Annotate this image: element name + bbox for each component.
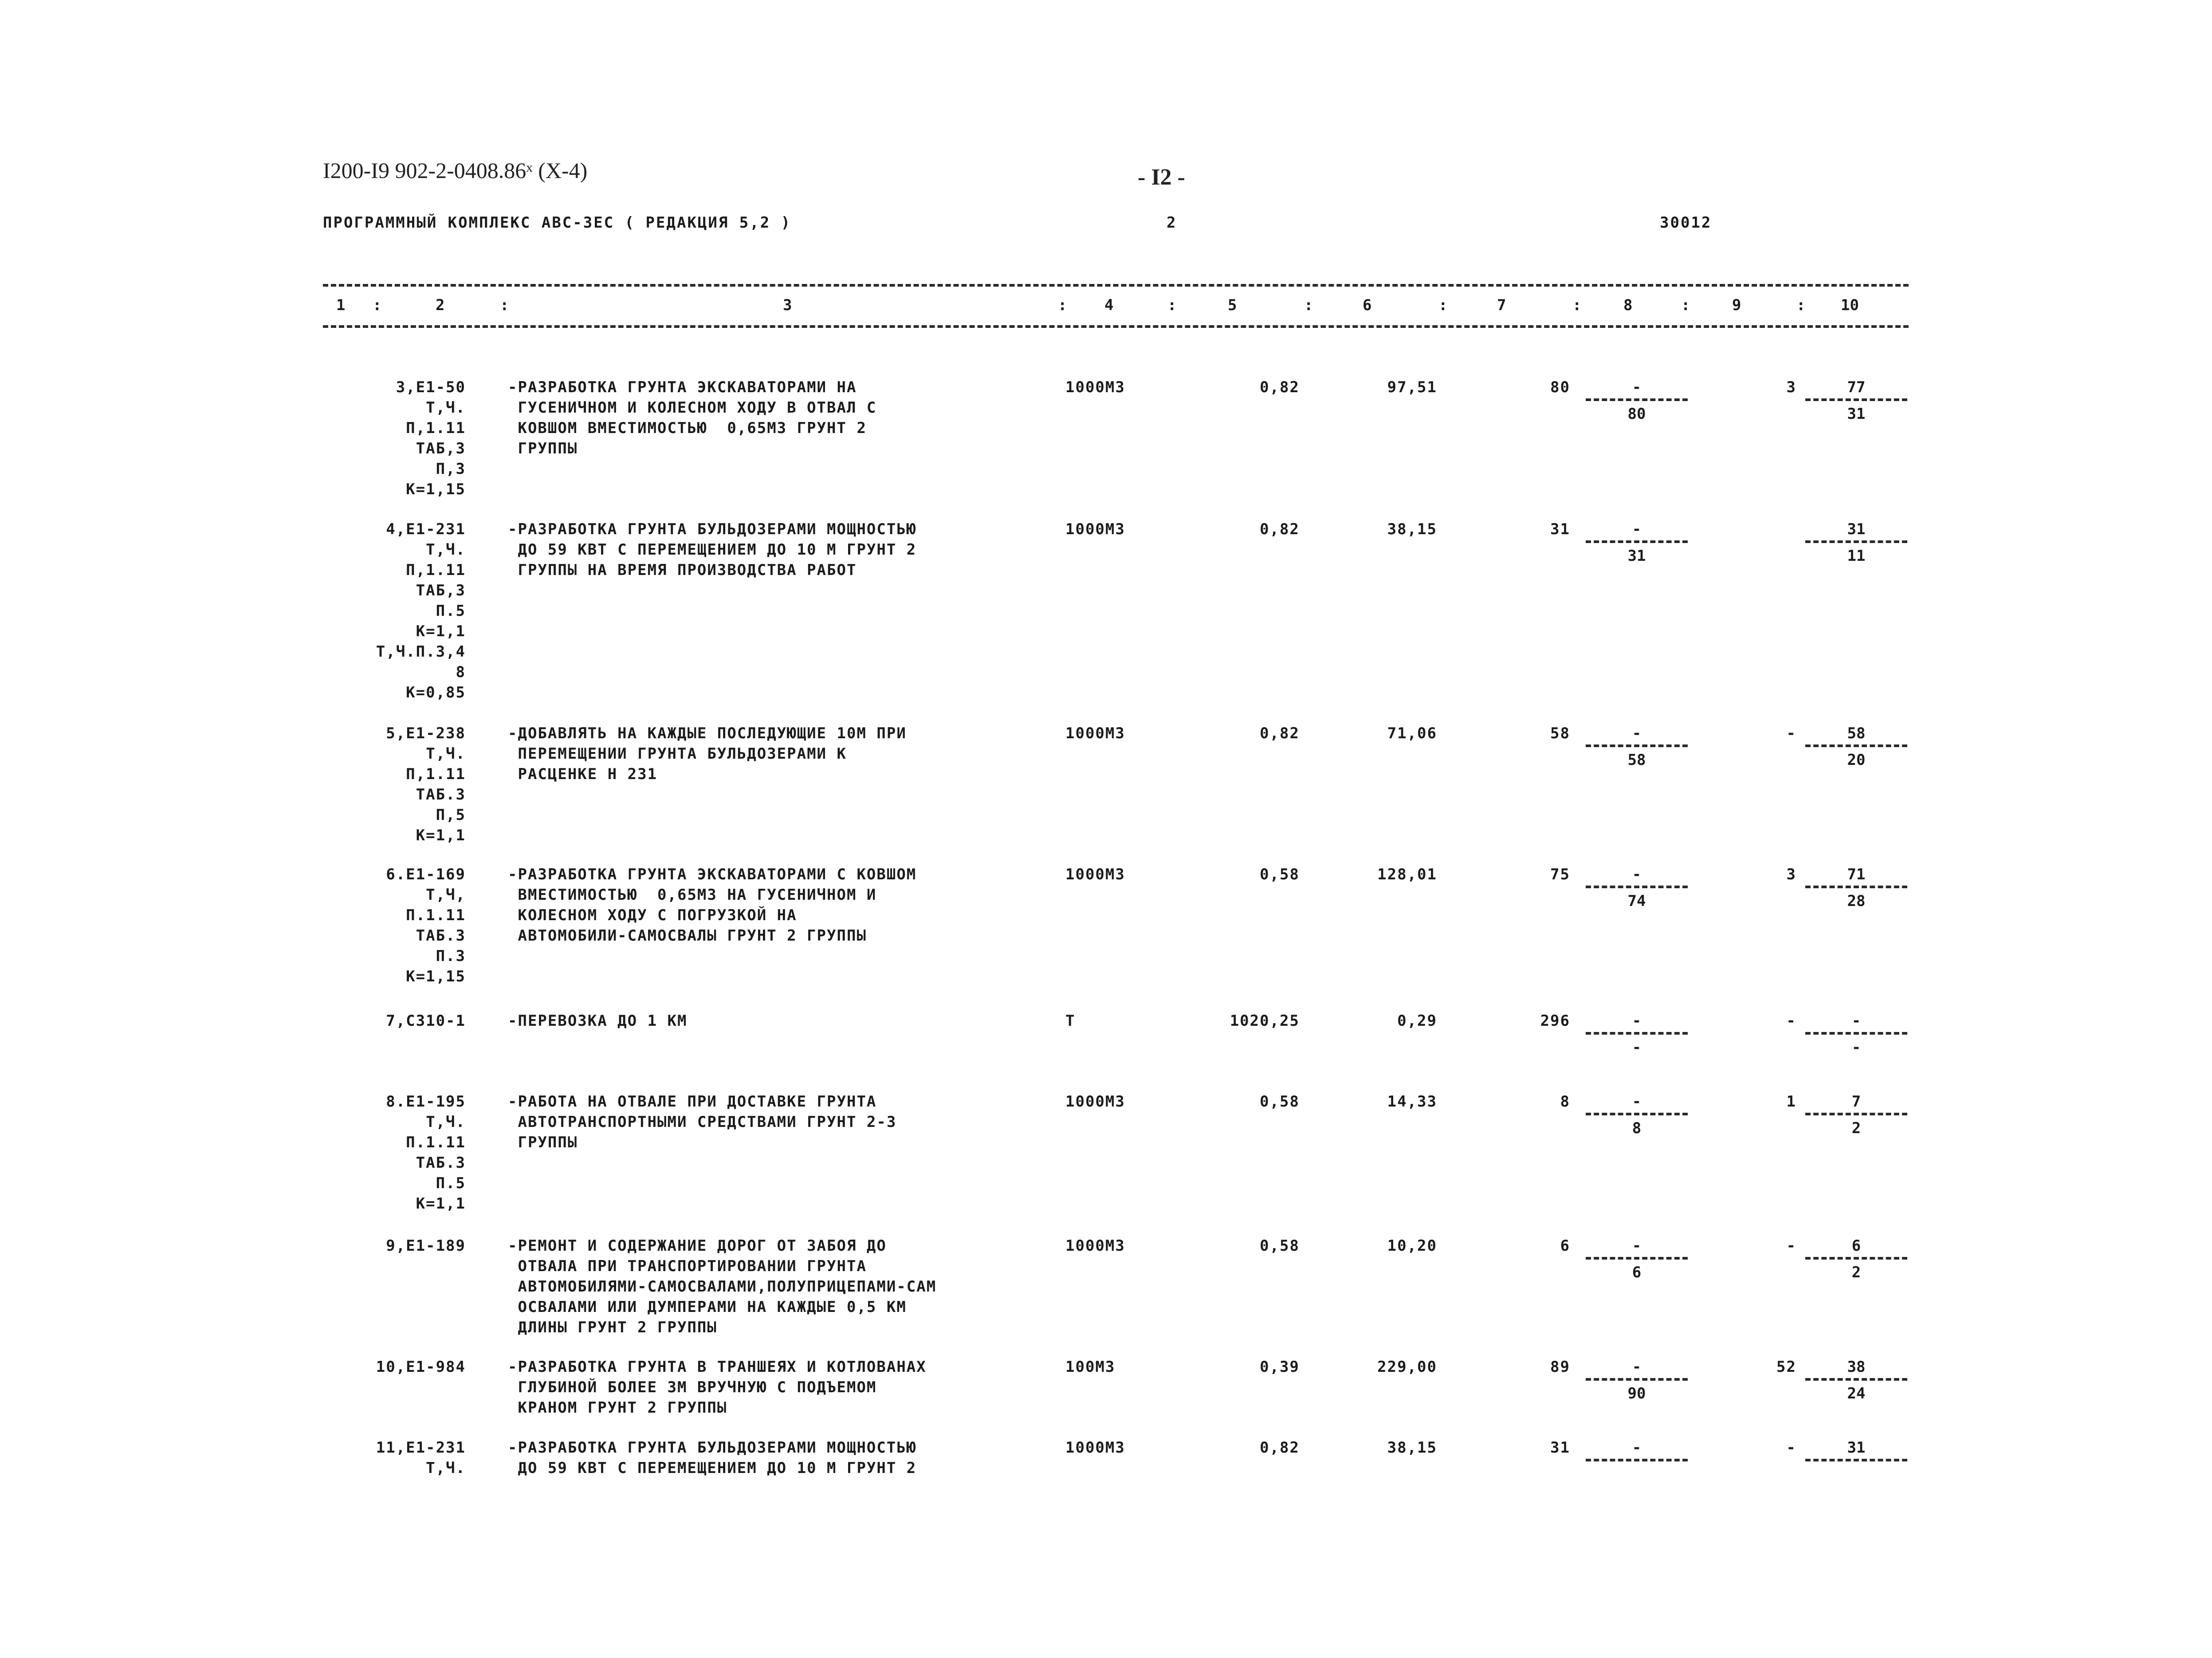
- column-10-fraction: [1805, 1236, 1907, 1283]
- column-8-fraction: [1586, 1357, 1688, 1404]
- column-separator: :: [373, 296, 382, 314]
- fraction-top: -: [1851, 1012, 1861, 1030]
- fraction-bottom: 2: [1851, 1264, 1861, 1281]
- fraction-bar: [1586, 540, 1688, 543]
- fraction-top: 58: [1847, 725, 1866, 742]
- total-cost: 31: [1550, 520, 1570, 538]
- total-cost: 80: [1550, 378, 1570, 396]
- item-description: -РАЗРАБОТКА ГРУНТА ЭКСКАВАТОРАМИ С КОВШОМ ВМЕСТИМОСТЬЮ 0,65М3 НА ГУСЕНИЧНОМ И КОЛЕСНОМ ХОДУ С ПОГРУЗКОЙ НА АВТОМОБИЛИ-САМОСВАЛЫ ГРУНТ 2 ГРУППЫ: [508, 866, 917, 945]
- fraction-top: -: [1632, 1439, 1642, 1457]
- fraction-top: -: [1632, 1358, 1642, 1376]
- item-code: 4,Е1-231 Т,Ч. П,1.11 ТАБ,3 П.5 К=1,1 Т,Ч.П.3,4 8 К=0,85: [376, 520, 466, 701]
- fraction-bottom: 31: [1847, 405, 1866, 423]
- fraction-bar: [1586, 886, 1688, 888]
- fraction-bottom: -: [1632, 1039, 1642, 1056]
- unit-price: 229,00: [1377, 1358, 1437, 1376]
- unit-price: 38,15: [1387, 520, 1437, 538]
- fraction-bar: [1586, 1459, 1688, 1461]
- fraction-bar: [1586, 744, 1688, 747]
- column-8-fraction: [1586, 723, 1688, 770]
- document-code: 30012: [1660, 214, 1712, 232]
- column-header-1: 1: [336, 296, 346, 314]
- fraction-bottom: 24: [1847, 1385, 1866, 1402]
- fraction-top: -: [1632, 378, 1642, 396]
- column-9-value: -: [1786, 1237, 1796, 1255]
- fraction-bar: [1586, 1113, 1688, 1115]
- total-cost: 75: [1550, 866, 1570, 883]
- item-code: 10,Е1-984: [376, 1358, 466, 1376]
- item-code: 5,Е1-238 Т,Ч. П,1.11 ТАБ.3 П,5 К=1,1: [386, 725, 466, 844]
- column-header-4: 4: [1104, 296, 1114, 314]
- item-code: 9,Е1-189: [386, 1237, 466, 1255]
- fraction-top: 31: [1847, 520, 1866, 538]
- unit-price: 97,51: [1387, 378, 1437, 396]
- quantity: 0,39: [1260, 1358, 1300, 1376]
- document-reference: I200-I9 902-2-0408.86ˣ (X-4): [323, 158, 588, 183]
- fraction-top: 6: [1851, 1237, 1861, 1255]
- fraction-top: -: [1632, 725, 1642, 742]
- fraction-bar: [1805, 540, 1907, 543]
- column-8-fraction: [1586, 1011, 1688, 1058]
- fraction-bar: [1586, 1032, 1688, 1035]
- fraction-bottom: 8: [1632, 1119, 1642, 1137]
- unit-of-measure: 1000М3: [1065, 1093, 1125, 1111]
- column-header-3: 3: [783, 296, 792, 314]
- page-number: - I2 -: [1138, 165, 1185, 190]
- column-9-value: -: [1786, 1439, 1796, 1457]
- column-10-fraction: [1805, 1011, 1907, 1058]
- item-code: 11,Е1-231 Т,Ч.: [376, 1439, 466, 1477]
- fraction-top: 77: [1847, 378, 1866, 396]
- quantity: 0,82: [1260, 1439, 1300, 1457]
- column-8-fraction: [1586, 864, 1688, 911]
- column-separator: :: [1167, 296, 1177, 314]
- quantity: 0,58: [1260, 1093, 1300, 1111]
- quantity: 0,58: [1260, 1237, 1300, 1255]
- fraction-top: 7: [1851, 1093, 1861, 1111]
- column-separator: :: [1796, 296, 1806, 314]
- item-description: -РЕМОНТ И СОДЕРЖАНИЕ ДОРОГ ОТ ЗАБОЯ ДО ОТВАЛА ПРИ ТРАНСПОРТИРОВАНИИ ГРУНТА АВТОМОБИЛЯМИ-САМОСВАЛАМИ,ПОЛУПРИЦЕПАМИ-САМ ОСВАЛАМИ ИЛИ ДУМПЕРАМИ НА КАЖДЫЕ 0,5 КМ ДЛИНЫ ГРУНТ 2 ГРУППЫ: [508, 1237, 937, 1336]
- column-9-value: -: [1786, 725, 1796, 742]
- unit-price: 0,29: [1397, 1012, 1437, 1030]
- fraction-bottom: 28: [1847, 892, 1866, 910]
- fraction-bottom: 80: [1627, 405, 1646, 423]
- total-cost: 31: [1550, 1439, 1570, 1457]
- column-separator: :: [1304, 296, 1313, 314]
- column-separator: :: [1058, 296, 1067, 314]
- column-header-10: 10: [1841, 296, 1859, 314]
- unit-price: 71,06: [1387, 725, 1437, 742]
- quantity: 1020,25: [1230, 1012, 1300, 1030]
- item-description: -РАБОТА НА ОТВАЛЕ ПРИ ДОСТАВКЕ ГРУНТА АВТОТРАНСПОРТНЫМИ СРЕДСТВАМИ ГРУНТ 2-3 ГРУППЫ: [508, 1093, 897, 1151]
- fraction-top: -: [1632, 1237, 1642, 1255]
- fraction-top: 38: [1847, 1358, 1866, 1376]
- fraction-bottom: 31: [1627, 547, 1646, 565]
- fraction-bottom: 74: [1627, 892, 1646, 910]
- fraction-bar: [1805, 1378, 1907, 1381]
- column-9-value: 1: [1786, 1093, 1796, 1111]
- column-header-5: 5: [1228, 296, 1237, 314]
- fraction-bottom: -: [1851, 1039, 1861, 1056]
- item-code: 8.Е1-195 Т,Ч. П.1.11 ТАБ.3 П.5 К=1,1: [386, 1093, 466, 1213]
- column-8-fraction: [1586, 1437, 1688, 1464]
- column-9-value: 3: [1786, 866, 1796, 883]
- fraction-bar: [1805, 1257, 1907, 1260]
- unit-price: 14,33: [1387, 1093, 1437, 1111]
- column-header-8: 8: [1623, 296, 1633, 314]
- fraction-top: -: [1632, 866, 1642, 883]
- unit-price: 10,20: [1387, 1237, 1437, 1255]
- unit-of-measure: 1000М3: [1065, 1439, 1125, 1457]
- column-10-fraction: [1805, 1437, 1907, 1464]
- header-rule: [323, 325, 1909, 328]
- fraction-top: 31: [1847, 1439, 1866, 1457]
- fraction-bottom: 6: [1632, 1264, 1642, 1281]
- fraction-bottom: 58: [1627, 751, 1646, 769]
- quantity: 0,82: [1260, 725, 1300, 742]
- quantity: 0,58: [1260, 866, 1300, 883]
- fraction-bar: [1586, 1257, 1688, 1260]
- sheet-number: 2: [1167, 214, 1176, 232]
- column-header-6: 6: [1363, 296, 1372, 314]
- total-cost: 6: [1560, 1237, 1570, 1255]
- column-separator: :: [500, 296, 509, 314]
- fraction-bottom: 20: [1847, 751, 1866, 769]
- column-9-value: 52: [1776, 1358, 1796, 1376]
- column-separator: :: [1438, 296, 1448, 314]
- column-10-fraction: [1805, 377, 1907, 424]
- unit-of-measure: 1000М3: [1065, 1237, 1125, 1255]
- column-header-7: 7: [1497, 296, 1506, 314]
- column-8-fraction: [1586, 1236, 1688, 1283]
- total-cost: 8: [1560, 1093, 1570, 1111]
- item-description: -ПЕРЕВОЗКА ДО 1 КМ: [508, 1012, 688, 1030]
- fraction-top: -: [1632, 520, 1642, 538]
- column-10-fraction: [1805, 723, 1907, 770]
- column-header-9: 9: [1732, 296, 1741, 314]
- unit-of-measure: 1000М3: [1065, 378, 1125, 396]
- item-description: -ДОБАВЛЯТЬ НА КАЖДЫЕ ПОСЛЕДУЮЩИЕ 10М ПРИ ПЕРЕМЕЩЕНИИ ГРУНТА БУЛЬДОЗЕРАМИ К РАСЦЕНКЕ Н 231: [508, 725, 907, 783]
- column-10-fraction: [1805, 1091, 1907, 1138]
- quantity: 0,82: [1260, 378, 1300, 396]
- total-cost: 58: [1550, 725, 1570, 742]
- column-10-fraction: [1805, 864, 1907, 911]
- item-description: -РАЗРАБОТКА ГРУНТА ЭКСКАВАТОРАМИ НА ГУСЕНИЧНОМ И КОЛЕСНОМ ХОДУ В ОТВАЛ С КОВШОМ ВМЕСТИМОСТЬЮ 0,65М3 ГРУНТ 2 ГРУППЫ: [508, 378, 877, 457]
- item-description: -РАЗРАБОТКА ГРУНТА БУЛЬДОЗЕРАМИ МОЩНОСТЬЮ ДО 59 КВТ С ПЕРЕМЕЩЕНИЕМ ДО 10 М ГРУНТ 2 ГРУППЫ НА ВРЕМЯ ПРОИЗВОДСТВА РАБОТ: [508, 520, 917, 579]
- quantity: 0,82: [1260, 520, 1300, 538]
- column-8-fraction: [1586, 519, 1688, 566]
- fraction-bar: [1805, 886, 1907, 888]
- unit-of-measure: 1000М3: [1065, 866, 1125, 883]
- fraction-bar: [1586, 398, 1688, 401]
- fraction-bar: [1805, 1032, 1907, 1035]
- fraction-bar: [1805, 1113, 1907, 1115]
- unit-of-measure: 1000М3: [1065, 725, 1125, 742]
- fraction-bar: [1805, 1459, 1907, 1461]
- unit-price: 38,15: [1387, 1439, 1437, 1457]
- column-9-value: 3: [1786, 378, 1796, 396]
- fraction-bottom: 2: [1851, 1119, 1861, 1137]
- column-separator: :: [1572, 296, 1582, 314]
- fraction-bottom: 11: [1847, 547, 1866, 565]
- column-9-value: -: [1786, 1012, 1796, 1030]
- column-10-fraction: [1805, 1357, 1907, 1404]
- program-title: ПРОГРАММНЫЙ КОМПЛЕКС АВС-3ЕС ( РЕДАКЦИЯ 5,2 ): [323, 214, 792, 232]
- unit-of-measure: 1000М3: [1065, 520, 1125, 538]
- item-description: -РАЗРАБОТКА ГРУНТА БУЛЬДОЗЕРАМИ МОЩНОСТЬЮ ДО 59 КВТ С ПЕРЕМЕЩЕНИЕМ ДО 10 М ГРУНТ 2: [508, 1439, 917, 1477]
- item-code: 6.Е1-169 Т,Ч, П.1.11 ТАБ.3 П.3 К=1,15: [386, 866, 466, 985]
- fraction-top: -: [1632, 1093, 1642, 1111]
- fraction-bar: [1805, 744, 1907, 747]
- total-cost: 89: [1550, 1358, 1570, 1376]
- fraction-bar: [1586, 1378, 1688, 1381]
- item-code: 7,С310-1: [386, 1012, 466, 1030]
- item-description: -РАЗРАБОТКА ГРУНТА В ТРАНШЕЯХ И КОТЛОВАНАХ ГЛУБИНОЙ БОЛЕЕ 3М ВРУЧНУЮ С ПОДЪЕМОМ КРАНОМ ГРУНТ 2 ГРУППЫ: [508, 1358, 927, 1417]
- column-header-2: 2: [436, 296, 445, 314]
- column-8-fraction: [1586, 377, 1688, 424]
- fraction-top: -: [1632, 1012, 1642, 1030]
- column-separator: :: [1681, 296, 1690, 314]
- unit-of-measure: 100М3: [1065, 1358, 1116, 1376]
- fraction-bar: [1805, 398, 1907, 401]
- fraction-top: 71: [1847, 866, 1866, 883]
- item-code: 3,Е1-50 Т,Ч. П,1.11 ТАБ,3 П,3 К=1,15: [396, 378, 466, 498]
- fraction-bottom: 90: [1627, 1385, 1646, 1402]
- unit-price: 128,01: [1377, 866, 1437, 883]
- column-8-fraction: [1586, 1091, 1688, 1138]
- total-cost: 296: [1540, 1012, 1570, 1030]
- unit-of-measure: Т: [1065, 1012, 1076, 1030]
- top-rule: [323, 284, 1909, 287]
- column-10-fraction: [1805, 519, 1907, 566]
